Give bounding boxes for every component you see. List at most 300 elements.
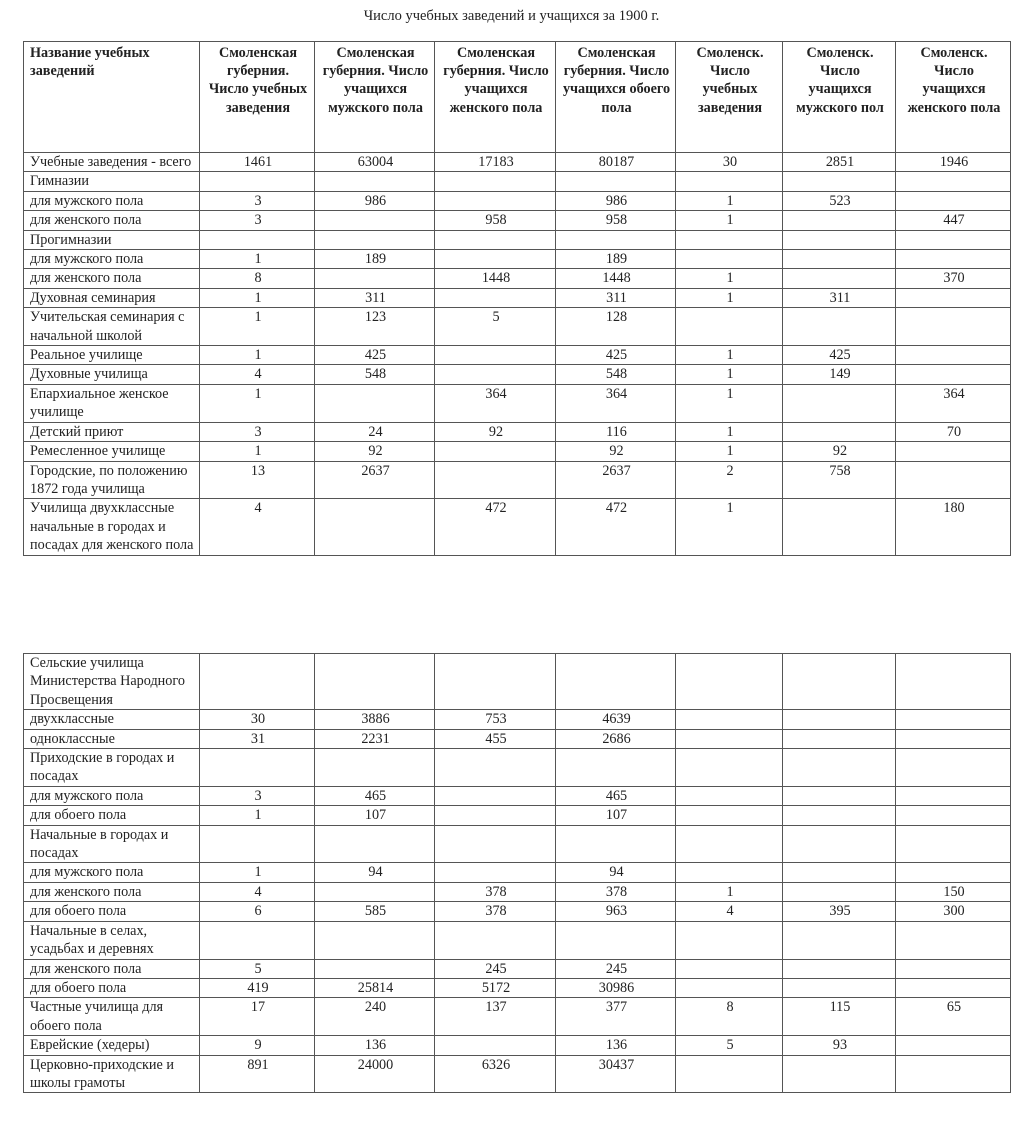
value-cell: 115 [783,998,896,1036]
table-row [24,863,1011,882]
value-cell [200,921,315,959]
row-label-cell: Учительская семинария с начальной школой [24,308,200,346]
value-cell: 2637 [556,461,676,499]
row-label-cell: для мужского пола [24,191,200,210]
value-cell: 1 [676,384,783,422]
value-cell: 311 [783,288,896,307]
value-cell [556,749,676,787]
value-cell: 425 [556,346,676,365]
value-cell [200,654,315,710]
value-cell: 523 [783,191,896,210]
value-cell: 24 [315,422,435,441]
value-cell: 891 [200,1055,315,1093]
value-cell: 3886 [315,710,435,729]
value-cell: 472 [556,499,676,555]
value-cell [783,729,896,748]
row-label-cell: одноклассные [24,729,200,748]
value-cell [676,749,783,787]
value-cell: 311 [556,288,676,307]
value-cell: 5172 [435,978,556,997]
row-label-cell: Начальные в селах, усадьбах и деревнях [24,921,200,959]
table-row [24,211,1011,230]
value-cell [783,1055,896,1093]
value-cell [676,978,783,997]
value-cell [896,978,1011,997]
value-cell [435,863,556,882]
value-cell: 364 [556,384,676,422]
value-cell [315,230,435,249]
value-cell [783,978,896,997]
value-cell [435,365,556,384]
value-cell [556,825,676,863]
row-label-cell: для обоего пола [24,806,200,825]
header-cell-gov-both: Смоленская губерния. Число учащихся обоего пола [556,42,676,153]
value-cell [783,654,896,710]
value-cell [435,191,556,210]
row-label-cell: для женского пола [24,269,200,288]
header-row [24,42,1011,153]
row-label-cell: для мужского пола [24,863,200,882]
value-cell [783,921,896,959]
value-cell [783,230,896,249]
value-cell: 311 [315,288,435,307]
row-label-cell: Детский приют [24,422,200,441]
value-cell: 1448 [435,269,556,288]
value-cell: 123 [315,308,435,346]
table-row [24,461,1011,499]
table-row [24,1055,1011,1093]
value-cell: 1 [676,346,783,365]
document-title: Число учебных заведений и учащихся за 1900 г. [363,8,660,24]
value-cell [200,749,315,787]
value-cell: 31 [200,729,315,748]
value-cell [435,786,556,805]
value-cell: 4 [676,902,783,921]
value-cell [556,230,676,249]
value-cell: 963 [556,902,676,921]
value-cell [676,710,783,729]
row-label-cell: Городские, по положению 1872 года училища [24,461,200,499]
value-cell [315,749,435,787]
value-cell: 245 [556,959,676,978]
value-cell: 1 [200,250,315,269]
value-cell: 1946 [896,153,1011,172]
value-cell [896,729,1011,748]
value-cell: 149 [783,365,896,384]
value-cell: 1 [676,442,783,461]
value-cell: 425 [315,346,435,365]
value-cell [315,269,435,288]
value-cell [435,654,556,710]
row-label-cell: Духовные училища [24,365,200,384]
table-row [24,422,1011,441]
value-cell [783,172,896,191]
value-cell: 1 [676,422,783,441]
value-cell: 1 [200,288,315,307]
value-cell [676,250,783,269]
value-cell [435,442,556,461]
value-cell: 240 [315,998,435,1036]
row-label-cell: Ремесленное училище [24,442,200,461]
row-label-cell: для мужского пола [24,786,200,805]
row-label-cell: для обоего пола [24,902,200,921]
value-cell [435,288,556,307]
value-cell [315,959,435,978]
value-cell [896,191,1011,210]
value-cell [783,806,896,825]
value-cell [783,308,896,346]
value-cell: 92 [783,442,896,461]
table-row [24,191,1011,210]
value-cell: 245 [435,959,556,978]
value-cell [315,654,435,710]
row-label-cell: Реальное училище [24,346,200,365]
table-row [24,365,1011,384]
value-cell: 753 [435,710,556,729]
value-cell: 1 [200,863,315,882]
row-label-cell: для женского пола [24,882,200,901]
row-label-cell: Учебные заведения - всего [24,153,200,172]
value-cell: 30 [200,710,315,729]
value-cell: 4 [200,882,315,901]
value-cell: 5 [435,308,556,346]
row-label-cell: Частные училища для обоего пола [24,998,200,1036]
value-cell [435,461,556,499]
value-cell: 8 [676,998,783,1036]
row-label-cell: для обоего пола [24,978,200,997]
value-cell: 136 [315,1036,435,1055]
value-cell: 1 [676,499,783,555]
table-row [24,384,1011,422]
value-cell: 958 [556,211,676,230]
value-cell: 300 [896,902,1011,921]
value-cell: 136 [556,1036,676,1055]
row-label-cell: Церковно-приходские и школы грамоты [24,1055,200,1093]
table-row [24,230,1011,249]
value-cell: 63004 [315,153,435,172]
value-cell [783,825,896,863]
value-cell [896,921,1011,959]
row-label-cell: для женского пола [24,959,200,978]
value-cell: 116 [556,422,676,441]
row-label-cell: Епархиальное женское училище [24,384,200,422]
value-cell [676,921,783,959]
value-cell: 378 [435,902,556,921]
value-cell: 3 [200,786,315,805]
value-cell: 93 [783,1036,896,1055]
value-cell [676,1055,783,1093]
row-label-cell: Прогимназии [24,230,200,249]
value-cell [896,749,1011,787]
value-cell: 1461 [200,153,315,172]
value-cell: 107 [556,806,676,825]
value-cell: 958 [435,211,556,230]
value-cell: 5 [676,1036,783,1055]
value-cell [896,172,1011,191]
value-cell [783,499,896,555]
value-cell: 189 [315,250,435,269]
value-cell: 92 [315,442,435,461]
value-cell [676,729,783,748]
table-row [24,442,1011,461]
value-cell [676,230,783,249]
table-body-part-1 [24,153,1011,556]
value-cell [676,654,783,710]
value-cell [315,825,435,863]
value-cell: 425 [783,346,896,365]
value-cell: 5 [200,959,315,978]
value-cell: 65 [896,998,1011,1036]
table-row [24,250,1011,269]
table-row [24,998,1011,1036]
value-cell: 4 [200,499,315,555]
value-cell: 25814 [315,978,435,997]
value-cell: 180 [896,499,1011,555]
value-cell: 1 [200,806,315,825]
value-cell: 378 [435,882,556,901]
row-label-cell: Приходские в городах и посадах [24,749,200,787]
value-cell [315,499,435,555]
value-cell [435,172,556,191]
value-cell: 1 [200,308,315,346]
value-cell [783,710,896,729]
value-cell: 94 [556,863,676,882]
value-cell: 189 [556,250,676,269]
row-label-cell: двухклассные [24,710,200,729]
value-cell: 395 [783,902,896,921]
table-row [24,749,1011,787]
value-cell: 1 [200,442,315,461]
table-row [24,825,1011,863]
value-cell: 548 [556,365,676,384]
header-cell-city-institutions: Смоленск. Число учебных заведения [676,42,783,153]
value-cell [896,654,1011,710]
value-cell: 378 [556,882,676,901]
value-cell [435,749,556,787]
value-cell [896,863,1011,882]
value-cell: 465 [556,786,676,805]
value-cell: 6 [200,902,315,921]
header-cell-name: Название учебных заведений [24,42,200,153]
value-cell: 1 [676,211,783,230]
value-cell: 107 [315,806,435,825]
value-cell: 4 [200,365,315,384]
value-cell [676,959,783,978]
value-cell: 92 [435,422,556,441]
value-cell: 465 [315,786,435,805]
value-cell [676,863,783,882]
value-cell [896,250,1011,269]
header-cell-gov-institutions: Смоленская губерния. Число учебных заведения [200,42,315,153]
value-cell: 4639 [556,710,676,729]
value-cell: 9 [200,1036,315,1055]
value-cell: 548 [315,365,435,384]
row-label-cell: Начальные в городах и посадах [24,825,200,863]
table-row [24,288,1011,307]
table-row [24,882,1011,901]
value-cell [896,786,1011,805]
table-row [24,1036,1011,1055]
row-label-cell: Духовная семинария [24,288,200,307]
value-cell: 3 [200,191,315,210]
value-cell [896,1055,1011,1093]
value-cell: 455 [435,729,556,748]
value-cell: 1 [200,346,315,365]
value-cell: 585 [315,902,435,921]
header-cell-city-female: Смоленск. Число учащихся женского пола [896,42,1011,153]
table-row [24,978,1011,997]
value-cell [896,230,1011,249]
value-cell: 13 [200,461,315,499]
row-label-cell: Еврейские (хедеры) [24,1036,200,1055]
value-cell [315,882,435,901]
table-row [24,902,1011,921]
value-cell: 2231 [315,729,435,748]
value-cell [435,346,556,365]
value-cell [896,710,1011,729]
table-row [24,269,1011,288]
value-cell: 30986 [556,978,676,997]
value-cell: 2686 [556,729,676,748]
value-cell: 2 [676,461,783,499]
header-cell-gov-male: Смоленская губерния. Число учащихся мужского пола [315,42,435,153]
table-row [24,308,1011,346]
value-cell [200,230,315,249]
value-cell [783,749,896,787]
value-cell: 94 [315,863,435,882]
value-cell: 70 [896,422,1011,441]
value-cell: 2637 [315,461,435,499]
value-cell [783,269,896,288]
value-cell: 2851 [783,153,896,172]
value-cell [896,288,1011,307]
table-row [24,806,1011,825]
value-cell [676,172,783,191]
value-cell: 1 [676,882,783,901]
table-row [24,654,1011,710]
value-cell: 128 [556,308,676,346]
value-cell [896,959,1011,978]
value-cell [315,384,435,422]
table-row [24,786,1011,805]
value-cell [896,346,1011,365]
value-cell [556,654,676,710]
value-cell: 1 [676,269,783,288]
value-cell: 1448 [556,269,676,288]
value-cell: 150 [896,882,1011,901]
value-cell [315,172,435,191]
value-cell [896,442,1011,461]
value-cell: 1 [676,191,783,210]
value-cell: 17183 [435,153,556,172]
row-label-cell: Гимназии [24,172,200,191]
value-cell [896,1036,1011,1055]
value-cell: 6326 [435,1055,556,1093]
value-cell [783,882,896,901]
table-row [24,729,1011,748]
header-cell-city-male: Смоленск. Число учащихся мужского пол [783,42,896,153]
value-cell [676,786,783,805]
value-cell: 17 [200,998,315,1036]
value-cell [783,250,896,269]
value-cell [896,308,1011,346]
value-cell: 92 [556,442,676,461]
value-cell [556,172,676,191]
value-cell [435,921,556,959]
value-cell [783,422,896,441]
value-cell [676,806,783,825]
value-cell [556,921,676,959]
value-cell: 80187 [556,153,676,172]
table-row [24,153,1011,172]
value-cell [315,211,435,230]
value-cell: 3 [200,422,315,441]
value-cell [783,384,896,422]
value-cell [896,806,1011,825]
value-cell [315,921,435,959]
value-cell: 1 [200,384,315,422]
value-cell [783,786,896,805]
value-cell: 30 [676,153,783,172]
value-cell [676,825,783,863]
value-cell [200,825,315,863]
value-cell: 364 [435,384,556,422]
value-cell [435,250,556,269]
table-row [24,499,1011,555]
value-cell [676,308,783,346]
value-cell: 1 [676,365,783,384]
value-cell: 24000 [315,1055,435,1093]
row-label-cell: для мужского пола [24,250,200,269]
value-cell [435,825,556,863]
table-body-part-2 [24,654,1011,1093]
schools-table-part-2 [23,653,1011,1093]
value-cell: 3 [200,211,315,230]
value-cell: 986 [556,191,676,210]
table-row [24,959,1011,978]
value-cell: 370 [896,269,1011,288]
value-cell: 364 [896,384,1011,422]
row-label-cell: Сельские училища Министерства Народного Просвещения [24,654,200,710]
schools-table-part-1 [23,41,1011,556]
row-label-cell: Училища двухклассные начальные в городах и посадах для женского пола [24,499,200,555]
header-cell-gov-female: Смоленская губерния. Число учащихся женского пола [435,42,556,153]
row-label-cell: для женского пола [24,211,200,230]
value-cell [435,1036,556,1055]
table-row [24,921,1011,959]
value-cell: 986 [315,191,435,210]
value-cell [896,461,1011,499]
value-cell: 1 [676,288,783,307]
table-row [24,710,1011,729]
value-cell [435,806,556,825]
value-cell: 30437 [556,1055,676,1093]
value-cell [783,863,896,882]
value-cell [783,211,896,230]
value-cell [200,172,315,191]
value-cell: 8 [200,269,315,288]
value-cell [435,230,556,249]
value-cell: 447 [896,211,1011,230]
value-cell [783,959,896,978]
value-cell: 472 [435,499,556,555]
value-cell [896,365,1011,384]
table-row [24,172,1011,191]
value-cell: 758 [783,461,896,499]
value-cell: 377 [556,998,676,1036]
value-cell: 137 [435,998,556,1036]
value-cell: 419 [200,978,315,997]
